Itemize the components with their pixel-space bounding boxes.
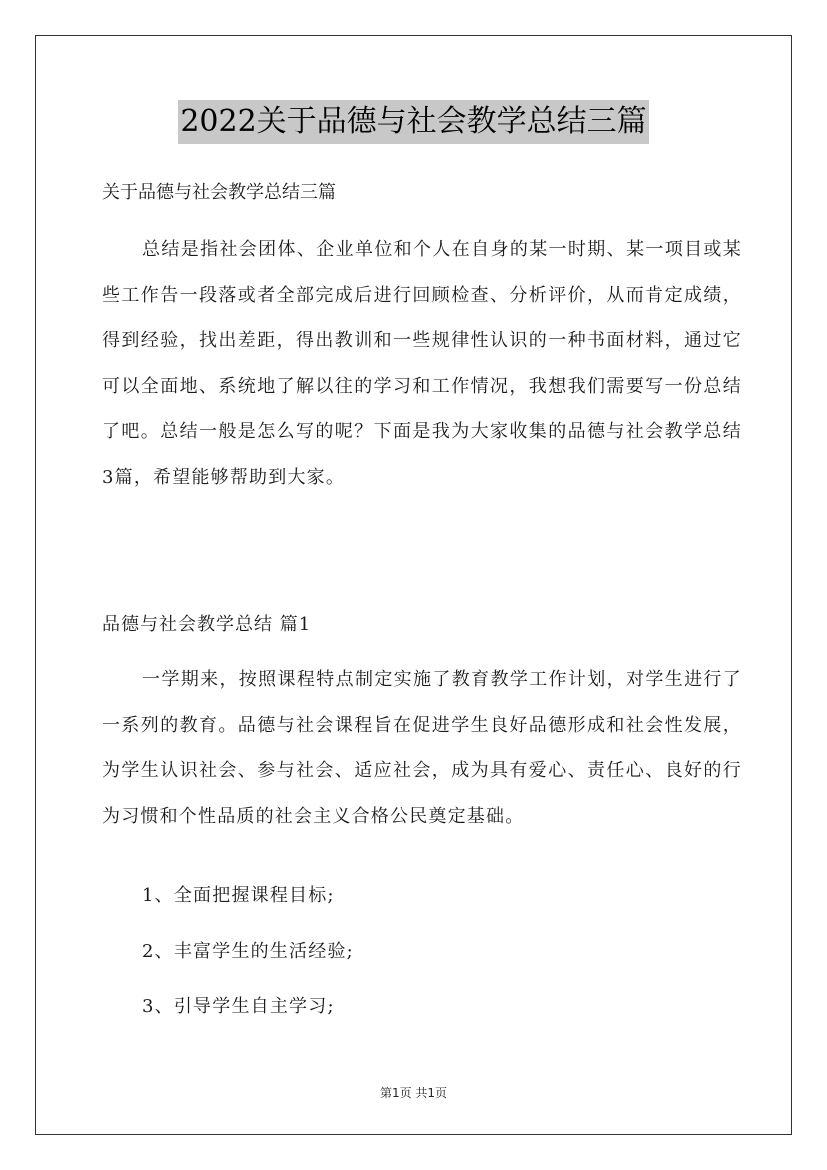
list-item: 2、丰富学生的生活经验;	[142, 941, 354, 962]
page-footer: 第1页 共1页	[379, 1086, 448, 1100]
section-heading: 品德与社会教学总结 篇1	[102, 614, 312, 635]
document-subtitle: 关于品德与社会教学总结三篇	[102, 182, 336, 203]
section-paragraph: 一学期来，按照课程特点制定实施了教育教学工作计划，对学生进行了一系列的教育。品德与社会课程旨在促进学生良好品德形成和社会性发展，为学生认识社会、参与社会、适应社会，成为具有爱心、责任心、良好的行为习惯和个性品质的社会主义合格公民奠定基础。	[102, 669, 742, 827]
document-title: 2022关于品德与社会教学总结三篇	[178, 100, 648, 144]
intro-paragraph: 总结是指社会团体、企业单位和个人在自身的某一时期、某一项目或某些工作告一段落或者全部完成后进行回顾检查、分析评价，从而肯定成绩，得到经验，找出差距，得出教训和一些规律性认识的一种书面材料，通过它可以全面地、系统地了解以往的学习和工作情况，我想我们需要写一份总结了吧。总结一般是怎么写的呢？下面是我为大家收集的品德与社会教学总结3篇，希望能够帮助到大家。	[102, 239, 742, 488]
title-wrapper	[0, 100, 827, 144]
list-item: 3、引导学生自主学习;	[142, 996, 335, 1017]
list-item: 1、全面把握课程目标;	[142, 885, 335, 906]
